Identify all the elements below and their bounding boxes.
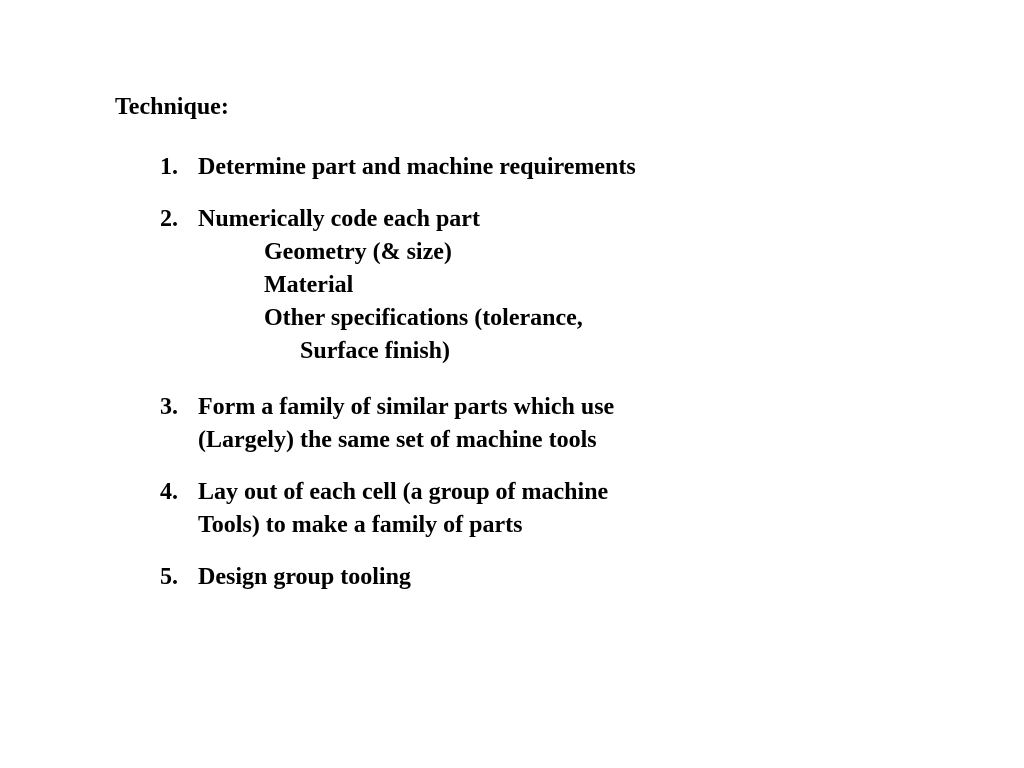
slide-heading: Technique:	[115, 94, 229, 120]
item-line: Form a family of similar parts which use	[198, 394, 615, 420]
item-text	[198, 151, 636, 184]
item-line: (Largely) the same set of machine tools	[198, 427, 597, 453]
item-number: 2.	[160, 206, 178, 232]
sub-item-other-specifications: Other specifications (tolerance,	[264, 305, 583, 331]
item-text	[198, 476, 608, 542]
item-line: Determine part and machine requirements	[198, 154, 636, 180]
item-line: Numerically code each part	[198, 206, 480, 232]
item-number: 3.	[160, 394, 178, 420]
sub-item-geometry: Geometry (& size)	[264, 239, 452, 265]
sub-item-material: Material	[264, 272, 354, 298]
item-number: 4.	[160, 479, 178, 505]
item-line: Design group tooling	[198, 564, 411, 590]
item-text	[198, 203, 583, 368]
item-number: 5.	[160, 564, 178, 590]
sub-item-surface-finish: Surface finish)	[300, 338, 450, 364]
item-text	[198, 391, 614, 457]
item-line: Lay out of each cell (a group of machine	[198, 479, 609, 505]
item-line: Tools) to make a family of parts	[198, 512, 523, 538]
item-text	[198, 561, 411, 594]
item-number: 1.	[160, 154, 178, 180]
